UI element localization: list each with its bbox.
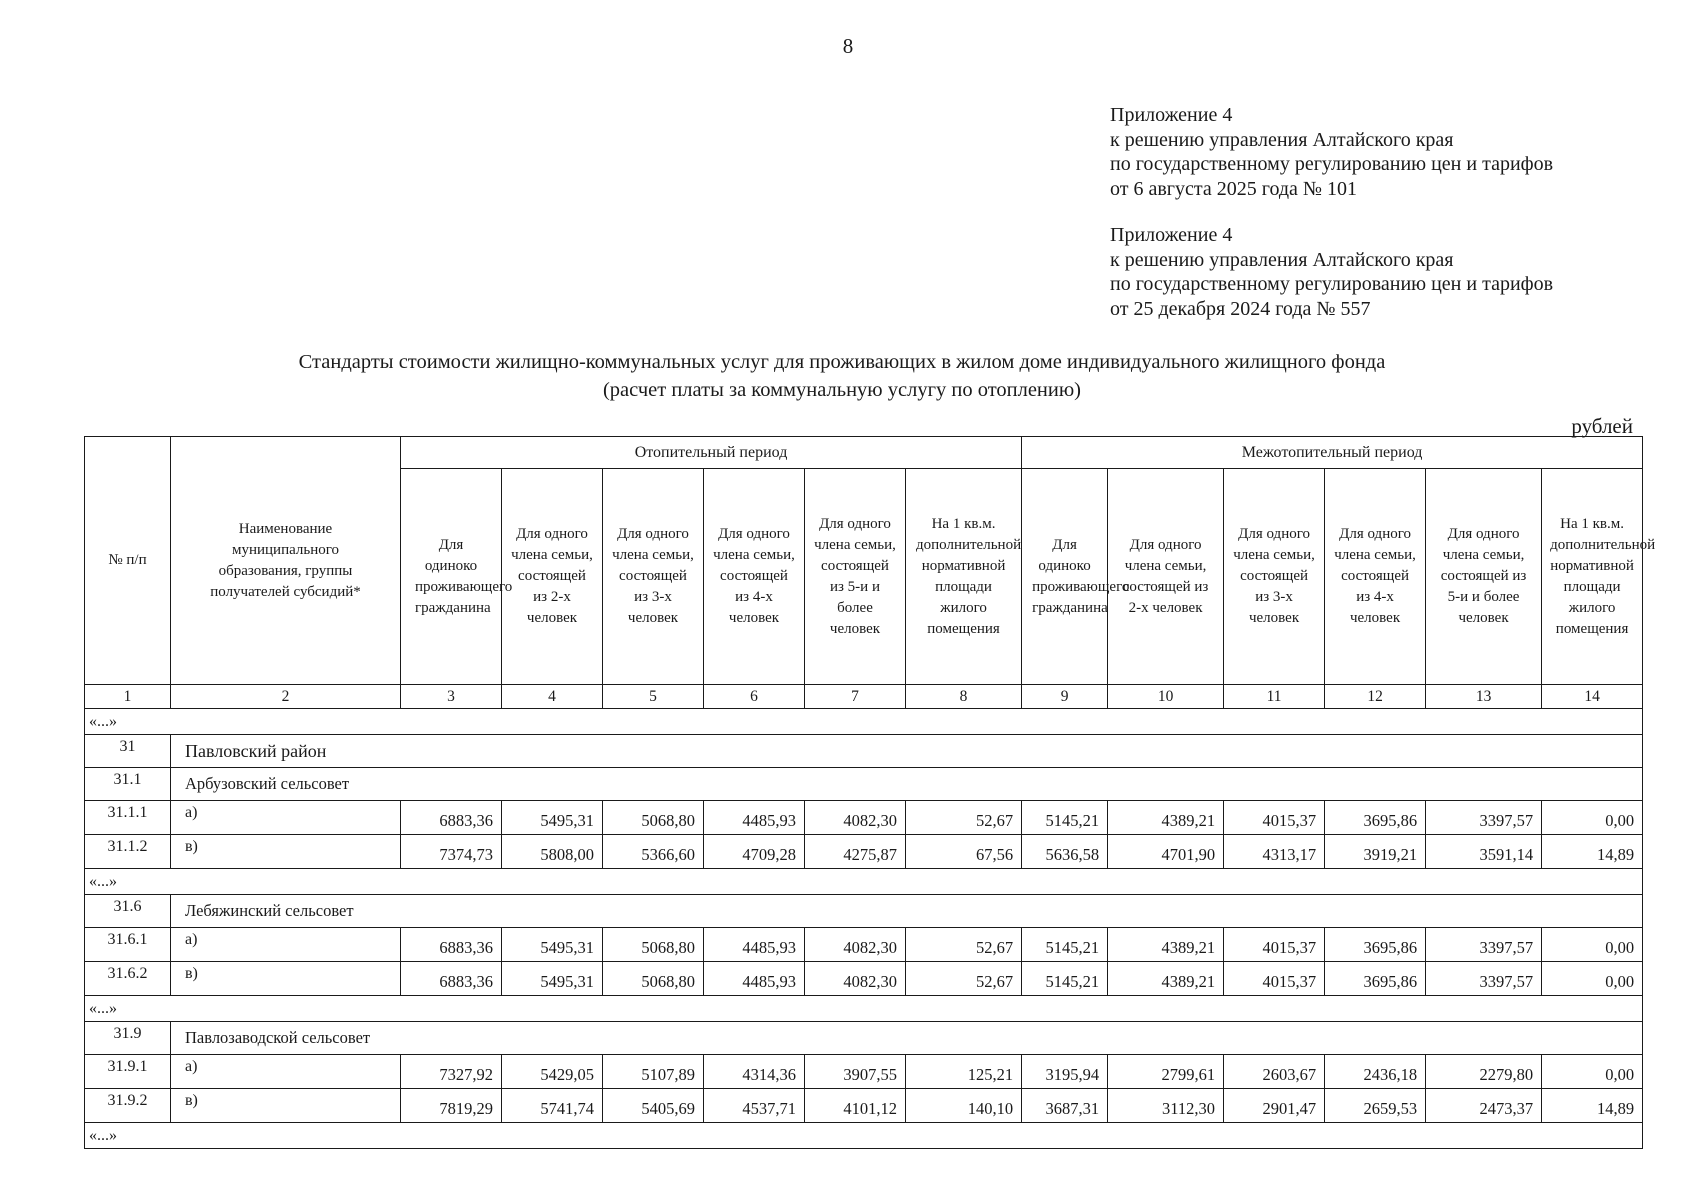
value-cell: 4485,93 [704, 928, 805, 962]
value-cell: 3195,94 [1022, 1055, 1108, 1089]
units-label: рублей [1571, 414, 1633, 438]
column-number: 1 [85, 685, 171, 709]
omitted-rows-marker [85, 996, 1643, 1022]
value-cell: 4389,21 [1108, 962, 1224, 996]
row-code: 31.9.2 [85, 1089, 171, 1123]
value-cell: 4082,30 [805, 801, 906, 835]
value-cell: 2659,53 [1325, 1089, 1426, 1123]
value-cell: 5068,80 [603, 928, 704, 962]
value-cell: 3695,86 [1325, 962, 1426, 996]
value-cell: 67,56 [906, 835, 1022, 869]
value-cell: 7374,73 [401, 835, 502, 869]
appendix-line: по государственному регулированию цен и тарифов [1110, 153, 1554, 175]
column-number: 5 [603, 685, 704, 709]
value-cell: 5068,80 [603, 801, 704, 835]
header-col: Для одного члена семьи, состоящей из 5-и и более человек [1426, 469, 1542, 685]
document-title: Стандарты стоимости жилищно-коммунальных услуг для проживающих в жилом доме индивидуального жилищного фонда [298, 351, 1386, 373]
appendix-original [1110, 223, 1553, 321]
value-cell: 5495,31 [502, 928, 603, 962]
header-col: Для одного члена семьи, состоящей из 2-х человек [1108, 469, 1224, 685]
column-number: 2 [171, 685, 401, 709]
value-cell: 4389,21 [1108, 928, 1224, 962]
ellipsis-text: «...» [85, 996, 1643, 1022]
column-number: 11 [1224, 685, 1325, 709]
value-cell: 3397,57 [1426, 928, 1542, 962]
value-cell: 5495,31 [502, 962, 603, 996]
value-cell: 0,00 [1542, 1055, 1643, 1089]
appendix-line: к решению управления Алтайского края [1110, 128, 1454, 151]
value-cell: 4485,93 [704, 801, 805, 835]
settlement-code: 31.9 [85, 1022, 171, 1055]
settlement-row [85, 1022, 1643, 1055]
column-number: 6 [704, 685, 805, 709]
value-cell: 2279,80 [1426, 1055, 1542, 1089]
appendix-line: Приложение 4 [1110, 104, 1233, 126]
value-cell: 5145,21 [1022, 801, 1108, 835]
omitted-rows-marker [85, 1123, 1643, 1149]
page-number: 8 [842, 34, 854, 58]
settlement-name: Павлозаводской сельсовет [171, 1022, 1643, 1055]
column-number: 4 [502, 685, 603, 709]
table-row [85, 801, 1643, 835]
appendix-line: от 25 декабря 2024 года № 557 [1110, 297, 1371, 320]
row-code: 31.9.1 [85, 1055, 171, 1089]
value-cell: 52,67 [906, 962, 1022, 996]
header-col: Для одного члена семьи, состоящей из 5-и и более человек [805, 469, 906, 685]
value-cell: 0,00 [1542, 928, 1643, 962]
value-cell: 140,10 [906, 1089, 1022, 1123]
value-cell: 4485,93 [704, 962, 805, 996]
recipient-group: а) [171, 1055, 401, 1089]
value-cell: 125,21 [906, 1055, 1022, 1089]
value-cell: 4275,87 [805, 835, 906, 869]
column-number: 7 [805, 685, 906, 709]
value-cell: 4082,30 [805, 962, 906, 996]
table-row [85, 962, 1643, 996]
district-name: Павловский район [171, 735, 1643, 768]
header-num: № п/п [85, 437, 171, 685]
omitted-rows-marker [85, 869, 1643, 895]
header-non-heating-period: Межотопительный период [1022, 437, 1643, 469]
column-number: 13 [1426, 685, 1542, 709]
settlement-code: 31.1 [85, 768, 171, 801]
table-row [85, 835, 1643, 869]
settlement-row [85, 895, 1643, 928]
value-cell: 3591,14 [1426, 835, 1542, 869]
appendix-line: к решению управления Алтайского края [1110, 248, 1454, 271]
column-number: 12 [1325, 685, 1426, 709]
district-row [85, 735, 1643, 768]
value-cell: 7327,92 [401, 1055, 502, 1089]
header-col: Для одного члена семьи, состоящей из 4-х человек [1325, 469, 1426, 685]
column-number: 3 [401, 685, 502, 709]
value-cell: 4701,90 [1108, 835, 1224, 869]
appendix-line: по государственному регулированию цен и тарифов [1110, 273, 1554, 295]
row-code: 31.1.1 [85, 801, 171, 835]
header-col: Для одного члена семьи, состоящей из 4-х человек [704, 469, 805, 685]
ellipsis-text: «...» [85, 709, 1643, 735]
recipient-group: в) [171, 1089, 401, 1123]
table-row [85, 1089, 1643, 1123]
value-cell: 0,00 [1542, 962, 1643, 996]
value-cell: 3695,86 [1325, 928, 1426, 962]
header-col: На 1 кв.м. дополнительной нормативной площади жилого помещения [1542, 469, 1643, 685]
value-cell: 5808,00 [502, 835, 603, 869]
value-cell: 2473,37 [1426, 1089, 1542, 1123]
district-code: 31 [85, 735, 171, 768]
ellipsis-text: «...» [85, 869, 1643, 895]
recipient-group: в) [171, 962, 401, 996]
value-cell: 4389,21 [1108, 801, 1224, 835]
row-code: 31.6.2 [85, 962, 171, 996]
table-row [85, 1055, 1643, 1089]
value-cell: 3907,55 [805, 1055, 906, 1089]
header-col: Для одиноко проживающего гражданина [1022, 469, 1108, 685]
recipient-group: в) [171, 835, 401, 869]
value-cell: 0,00 [1542, 801, 1643, 835]
settlement-name: Арбузовский сельсовет [171, 768, 1643, 801]
value-cell: 5429,05 [502, 1055, 603, 1089]
value-cell: 5107,89 [603, 1055, 704, 1089]
value-cell: 5068,80 [603, 962, 704, 996]
header-col: На 1 кв.м. дополнительной нормативной площади жилого помещения [906, 469, 1022, 685]
value-cell: 4314,36 [704, 1055, 805, 1089]
value-cell: 4101,12 [805, 1089, 906, 1123]
ellipsis-text: «...» [85, 1123, 1643, 1149]
value-cell: 4537,71 [704, 1089, 805, 1123]
appendix-line: Приложение 4 [1110, 224, 1233, 246]
column-number: 9 [1022, 685, 1108, 709]
column-number: 10 [1108, 685, 1224, 709]
document-subtitle: (расчет платы за коммунальную услугу по отоплению) [602, 379, 1082, 401]
value-cell: 2799,61 [1108, 1055, 1224, 1089]
settlement-name: Лебяжинский сельсовет [171, 895, 1643, 928]
header-col: Для одного члена семьи, состоящей из 2-х человек [502, 469, 603, 685]
header-col: Для одиноко проживающего гражданина [401, 469, 502, 685]
value-cell: 3112,30 [1108, 1089, 1224, 1123]
value-cell: 4313,17 [1224, 835, 1325, 869]
value-cell: 3397,57 [1426, 801, 1542, 835]
column-number: 8 [906, 685, 1022, 709]
table-row [85, 928, 1643, 962]
value-cell: 14,89 [1542, 835, 1643, 869]
tariff-table [84, 436, 1656, 1149]
value-cell: 2603,67 [1224, 1055, 1325, 1089]
row-code: 31.6.1 [85, 928, 171, 962]
omitted-rows-marker [85, 709, 1643, 735]
value-cell: 5145,21 [1022, 928, 1108, 962]
appendix-line: от 6 августа 2025 года № 101 [1110, 177, 1358, 200]
value-cell: 3687,31 [1022, 1089, 1108, 1123]
row-code: 31.1.2 [85, 835, 171, 869]
value-cell: 52,67 [906, 801, 1022, 835]
value-cell: 5366,60 [603, 835, 704, 869]
header-name: Наименование муниципального образования, группы получателей субсидий* [171, 437, 401, 685]
recipient-group: а) [171, 928, 401, 962]
settlement-code: 31.6 [85, 895, 171, 928]
value-cell: 6883,36 [401, 801, 502, 835]
value-cell: 6883,36 [401, 928, 502, 962]
value-cell: 5741,74 [502, 1089, 603, 1123]
value-cell: 4709,28 [704, 835, 805, 869]
value-cell: 4015,37 [1224, 928, 1325, 962]
value-cell: 2901,47 [1224, 1089, 1325, 1123]
value-cell: 7819,29 [401, 1089, 502, 1123]
value-cell: 6883,36 [401, 962, 502, 996]
value-cell: 5495,31 [502, 801, 603, 835]
value-cell: 2436,18 [1325, 1055, 1426, 1089]
value-cell: 52,67 [906, 928, 1022, 962]
value-cell: 3919,21 [1325, 835, 1426, 869]
recipient-group: а) [171, 801, 401, 835]
value-cell: 5145,21 [1022, 962, 1108, 996]
settlement-row [85, 768, 1643, 801]
column-number-row [85, 685, 1643, 709]
value-cell: 14,89 [1542, 1089, 1643, 1123]
header-heating-period: Отопительный период [401, 437, 1022, 469]
value-cell: 4015,37 [1224, 962, 1325, 996]
value-cell: 5405,69 [603, 1089, 704, 1123]
value-cell: 5636,58 [1022, 835, 1108, 869]
value-cell: 3695,86 [1325, 801, 1426, 835]
value-cell: 4015,37 [1224, 801, 1325, 835]
value-cell: 3397,57 [1426, 962, 1542, 996]
appendix-current [1110, 103, 1553, 201]
value-cell: 4082,30 [805, 928, 906, 962]
column-number: 14 [1542, 685, 1643, 709]
header-col: Для одного члена семьи, состоящей из 3-х человек [603, 469, 704, 685]
header-col: Для одного члена семьи, состоящей из 3-х человек [1224, 469, 1325, 685]
